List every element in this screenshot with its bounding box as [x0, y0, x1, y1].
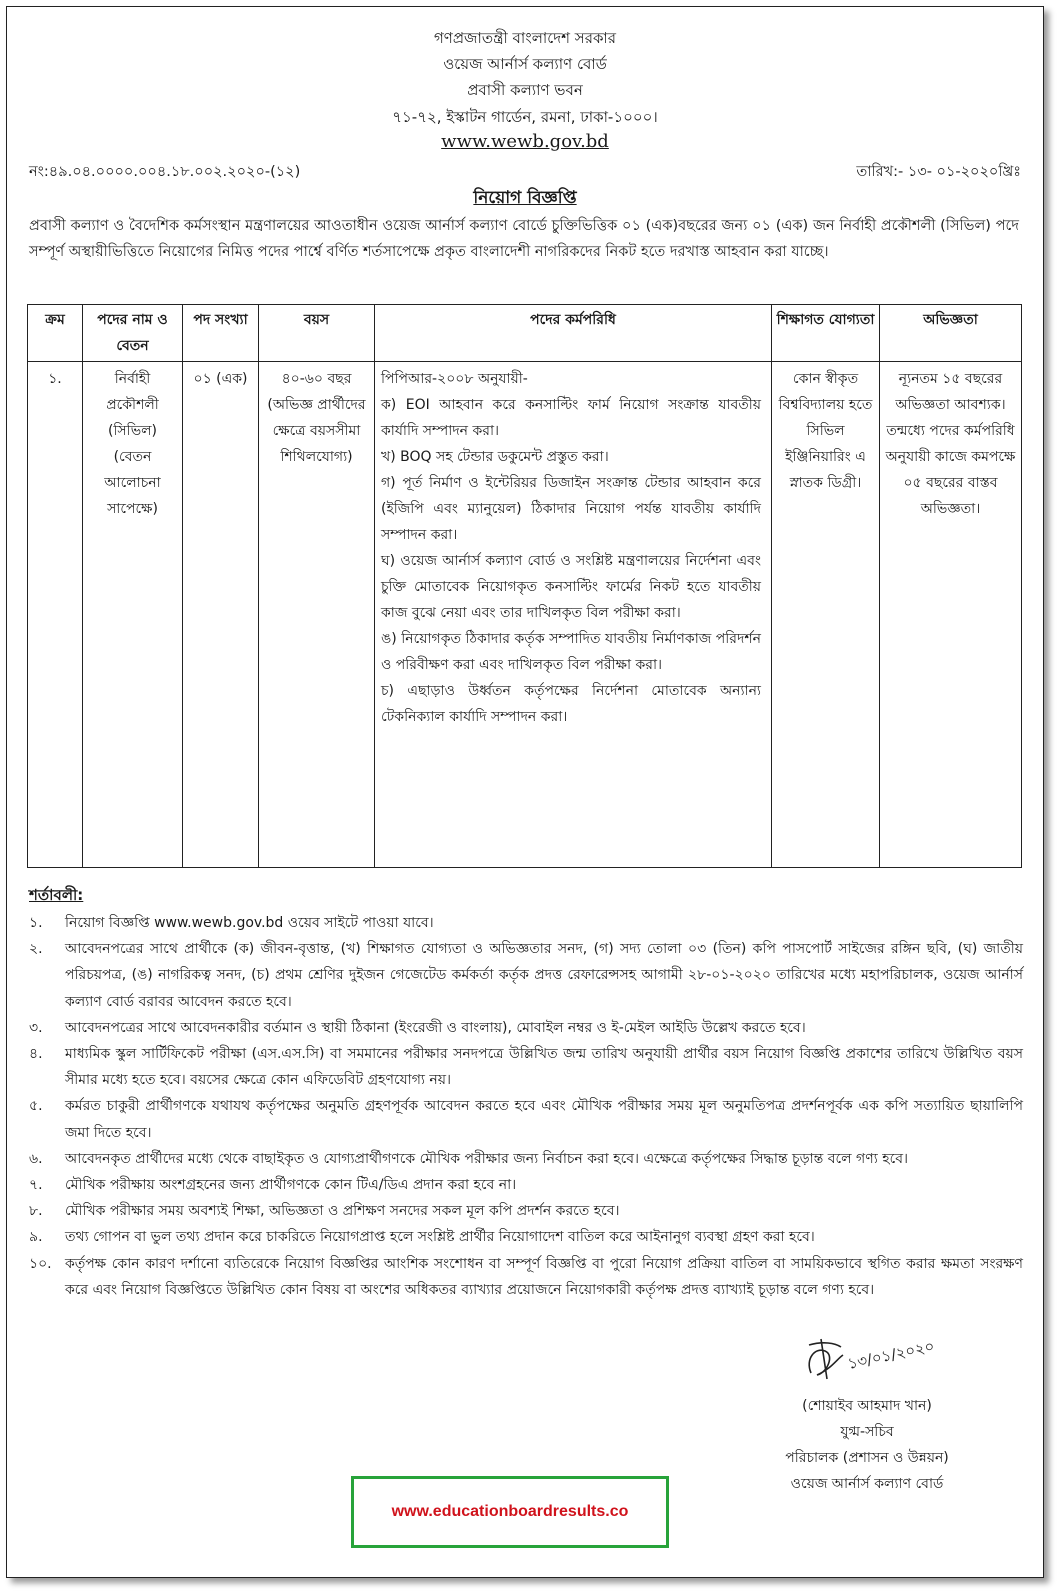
list-item: [29, 1015, 1023, 1041]
term-number: ১০.: [29, 1255, 52, 1272]
term-number: ৮.: [29, 1203, 43, 1220]
signature-mark: [797, 1329, 967, 1389]
cell-post: নির্বাহী প্রকৌশলী (সিভিল) (বেতন আলোচনা সাপেক্ষে): [83, 362, 183, 868]
term-text: আবেদনকৃত প্রার্থীদের মধ্যে থেকে বাছাইকৃত ও যোগ্যপ্রার্থীগণকে মৌখিক পরীক্ষার জন্য নির্বাচন করা হবে। এক্ষেত্রে কর্তৃপক্ষের সিদ্ধান্ত চূড়ান্ত বলে গণ্য হবে।: [65, 1150, 908, 1167]
terms-list: [29, 910, 1023, 1303]
duty-line: খ) BOQ সহ টেন্ডার ডকুমেন্ট প্রস্তুত করা।: [381, 449, 609, 465]
duty-line: পিপিআর-২০০৮ অনুযায়ী-: [381, 371, 528, 387]
signatory-block: [747, 1393, 987, 1497]
term-text: কর্তৃপক্ষ কোন কারণ দর্শানো ব্যতিরেকে নিয়োগ বিজ্ঞপ্তির আংশিক সংশোধন বা সম্পূর্ণ বিজ্ঞপ্তি বা পুরো নিয়োগ প্রক্রিয়া বাতিল বা সাময়িকভাবে স্থগিত করার ক্ষমতা সংরক্ষণ করে এবং নিয়োগ বিজ্ঞপ্তিতে উল্লিখিত কোন বিষয় বা অংশের অধিকতর ব্যাখ্যার প্রয়োজনে নিয়োগকারী কর্তৃপক্ষ প্রদত্ত ব্যাখ্যাই চূড়ান্ত বলে গণ্য হবে।: [65, 1255, 1023, 1298]
terms-heading: শর্তাবলী:: [29, 886, 84, 904]
duty-line: ঘ) ওয়েজ আর্নার্স কল্যাণ বোর্ড ও সংশ্লিষ্ট মন্ত্রণালয়ের নির্দেশনা এবং চুক্তি মোতাবেক নিয়োগকৃত কনসাল্টিং ফার্মের নিকট হতে যাবতীয় কাজ বুঝে নেয়া এবং তার দাখিলকৃত বিল পরীক্ষা করা।: [381, 553, 761, 621]
duty-line: গ) পূর্ত নির্মাণ ও ইন্টেরিয়র ডিজাইন সংক্রান্ত টেন্ডার আহবান করে (ইজিপি এবং ম্যানুয়েল) ঠিকাদার নিয়োগ পর্যন্ত যাবতীয় কার্যাদি সম্পাদন করা।: [381, 475, 761, 543]
signatory-name: (শোয়াইব আহমাদ খান): [802, 1398, 932, 1414]
term-text: মৌখিক পরীক্ষার সময় অবশ্যই শিক্ষা, অভিজ্ঞতা ও প্রশিক্ষণ সনদের সকল মূল কপি প্রদর্শন করতে হবে।: [65, 1203, 620, 1220]
signatory-office: ওয়েজ আর্নার্স কল্যাণ বোর্ড: [790, 1476, 944, 1492]
term-text: আবেদনপত্রের সাথে আবেদনকারীর বর্তমান ও স্থায়ী ঠিকানা (ইংরেজী ও বাংলায়), মোবাইল নম্বর ও ই-মেইল আইডি উল্লেখ করতে হবে।: [65, 1019, 806, 1036]
list-item: [29, 1224, 1023, 1250]
col-serial: ক্রম: [28, 305, 83, 362]
term-text: কর্মরত চাকুরী প্রার্থীগণকে যথাযথ কর্তৃপক্ষের অনুমতি গ্রহণপূর্বক আবেদন করতে হবে এবং মৌখিক পরীক্ষার সময় মূল অনুমতিপত্র প্রদর্শনপূর্বক এক কপি সত্যায়িত ছায়ালিপি জমা দিতে হবে।: [65, 1098, 1023, 1141]
list-item: [29, 936, 1023, 1015]
term-text: মাধ্যমিক স্কুল সার্টিফিকেট পরীক্ষা (এস.এস.সি) বা সমমানের পরীক্ষার সনদপত্রে উল্লিখিত জন্ম তারিখ অনুযায়ী প্রার্থীর বয়স নিয়োগ বিজ্ঞপ্তি প্রকাশের তারিখে উল্লিখিত বয়স সীমার মধ্যে হতে হবে। বয়সের ক্ষেত্রে কোন এফিডেবিট গ্রহণযোগ্য নয়।: [65, 1046, 1023, 1089]
watermark-url[interactable]: www.educationboardresults.co: [391, 1503, 629, 1520]
list-item: [29, 1198, 1023, 1224]
table-header-row: [28, 305, 1022, 362]
signature-date: ১৩/০১/২০২০: [846, 1336, 937, 1373]
col-duties: পদের কর্মপরিধি: [375, 305, 772, 362]
col-age: বয়স: [259, 305, 375, 362]
table-row: [28, 362, 1022, 868]
term-number: ১.: [29, 915, 43, 931]
term-number: ২.: [29, 941, 43, 958]
list-item: [29, 1251, 1023, 1303]
cell-age: ৪০-৬০ বছর (অভিজ্ঞ প্রার্থীদের ক্ষেত্রে বয়সসীমা শিথিলযোগ্য): [259, 362, 375, 868]
term-text: আবেদনপত্রের সাথে প্রার্থীকে (ক) জীবন-বৃত্তান্ত, (খ) শিক্ষাগত যোগ্যতা ও অভিজ্ঞতার সনদ, (গ) সদ্য তোলা ০৩ (তিন) কপি পাসপোর্ট সাইজের রঙ্গিন ছবি, (ঘ) জাতীয় পরিচয়পত্র, (ঙ) নাগরিকত্ব সনদ, (চ) প্রথম শ্রেণির দুইজন গেজেটেড কর্মকর্তা কর্তৃক প্রদত্ত রেফারেন্সসহ আগামী ২৮-০১-২০২০ তারিখের মধ্যে মহাপরিচালক, ওয়েজ আর্নার্স কল্যাণ বোর্ড বরাবর আবেদন করতে হবে।: [65, 941, 1023, 1010]
cell-count: ০১ (এক): [183, 362, 259, 868]
term-number: ৬.: [29, 1150, 43, 1167]
duty-line: ঙ) নিয়োগকৃত ঠিকাদার কর্তৃক সম্পাদিত যাবতীয় নির্মাণকাজ পরিদর্শন ও পরিবীক্ষণ করা এবং দাখিলকৃত বিল পরীক্ষা করা।: [381, 631, 761, 673]
cell-education: কোন স্বীকৃত বিশ্ববিদ্যালয় হতে সিভিল ইঞ্জিনিয়ারিং এ স্নাতক ডিগ্রী।: [772, 362, 880, 868]
board-name: ওয়েজ আর্নার্স কল্যাণ বোর্ড: [443, 55, 607, 73]
govt-name: গণপ্রজাতন্ত্রী বাংলাদেশ সরকার: [433, 29, 617, 47]
cell-serial: ১.: [28, 362, 83, 868]
list-item: [29, 1172, 1023, 1198]
watermark-box: [351, 1476, 669, 1548]
job-table: [27, 304, 1022, 868]
notice-page: [6, 6, 1044, 1578]
duty-line: চ) এছাড়াও উর্ধ্বতন কর্তৃপক্ষের নির্দেশনা মোতাবেক অন্যান্য টেকনিক্যাল কার্যাদি সম্পাদন করা।: [381, 683, 761, 725]
duty-line: ক) EOI আহবান করে কনসাল্টিং ফার্ম নিয়োগ সংক্রান্ত যাবতীয় কার্যাদি সম্পাদন করা।: [381, 397, 761, 439]
term-number: ৭.: [29, 1177, 43, 1194]
col-education: শিক্ষাগত যোগ্যতা: [772, 305, 880, 362]
term-text: নিয়োগ বিজ্ঞপ্তি www.wewb.gov.bd ওয়েব সাইটে পাওয়া যাবে।: [65, 915, 434, 931]
col-experience: অভিজ্ঞতা: [880, 305, 1022, 362]
term-number: ৩.: [29, 1019, 43, 1036]
memo-date: তারিখ:- ১৩- ০১-২০২০খ্রিঃ: [856, 164, 1021, 180]
list-item: [29, 910, 1023, 936]
memo-number: নং:৪৯.০৪.০০০০.০০৪.১৮.০০২.২০২০-(১২): [29, 164, 301, 180]
notice-title: নিয়োগ বিজ্ঞপ্তি: [473, 188, 577, 208]
list-item: [29, 1041, 1023, 1093]
term-text: তথ্য গোপন বা ভুল তথ্য প্রদান করে চাকরিতে নিয়োগপ্রাপ্ত হলে সংশ্লিষ্ট প্রার্থীর নিয়োগাদেশ বাতিল করে আইনানুগ ব্যবস্থা গ্রহণ করা হবে।: [65, 1229, 815, 1246]
building-name: প্রবাসী কল্যাণ ভবন: [467, 81, 583, 99]
cell-experience: ন্যূনতম ১৫ বছরের অভিজ্ঞতা আবশ্যক। তন্মধ্যে পদের কর্মপরিধি অনুযায়ী কাজে কমপক্ষে ০৫ বছরের বাস্তব অভিজ্ঞতা।: [880, 362, 1022, 868]
intro-paragraph: প্রবাসী কল্যাণ ও বৈদেশিক কর্মসংস্থান মন্ত্রণালয়ের আওতাধীন ওয়েজ আর্নার্স কল্যাণ বোর্ডে চুক্তিভিত্তিক ০১ (এক)বছরের জন্য ০১ (এক) জন নির্বাহী প্রকৌশলী (সিভিল) পদে সম্পূর্ণ অস্থায়ীভিত্তিতে নিয়োগের নিমিত্ত পদের পার্শ্বে বর্ণিত শর্তসাপেক্ষে প্রকৃত বাংলাদেশী নাগরিকদের নিকট হতে দরখাস্ত আহবান করা যাচ্ছে।: [29, 218, 1019, 260]
col-post: পদের নাম ও বেতন: [83, 305, 183, 362]
term-number: ৪.: [29, 1046, 43, 1063]
signatory-designation: যুগ্ম-সচিব: [840, 1424, 894, 1440]
term-text: মৌখিক পরীক্ষায় অংশগ্রহনের জন্য প্রার্থীগণকে কোন টিএ/ডিএ প্রদান করা হবে না।: [65, 1177, 517, 1194]
term-number: ৯.: [29, 1229, 43, 1246]
signatory-role: পরিচালক (প্রশাসন ও উন্নয়ন): [785, 1450, 949, 1466]
cell-duties: [375, 362, 772, 868]
term-number: ৫.: [29, 1098, 43, 1115]
list-item: [29, 1093, 1023, 1145]
list-item: [29, 1146, 1023, 1172]
col-count: পদ সংখ্যা: [183, 305, 259, 362]
website-link[interactable]: www.wewb.gov.bd: [441, 131, 609, 152]
address: ৭১-৭২, ইস্কাটন গার্ডেন, রমনা, ঢাকা-১০০০।: [392, 108, 658, 126]
